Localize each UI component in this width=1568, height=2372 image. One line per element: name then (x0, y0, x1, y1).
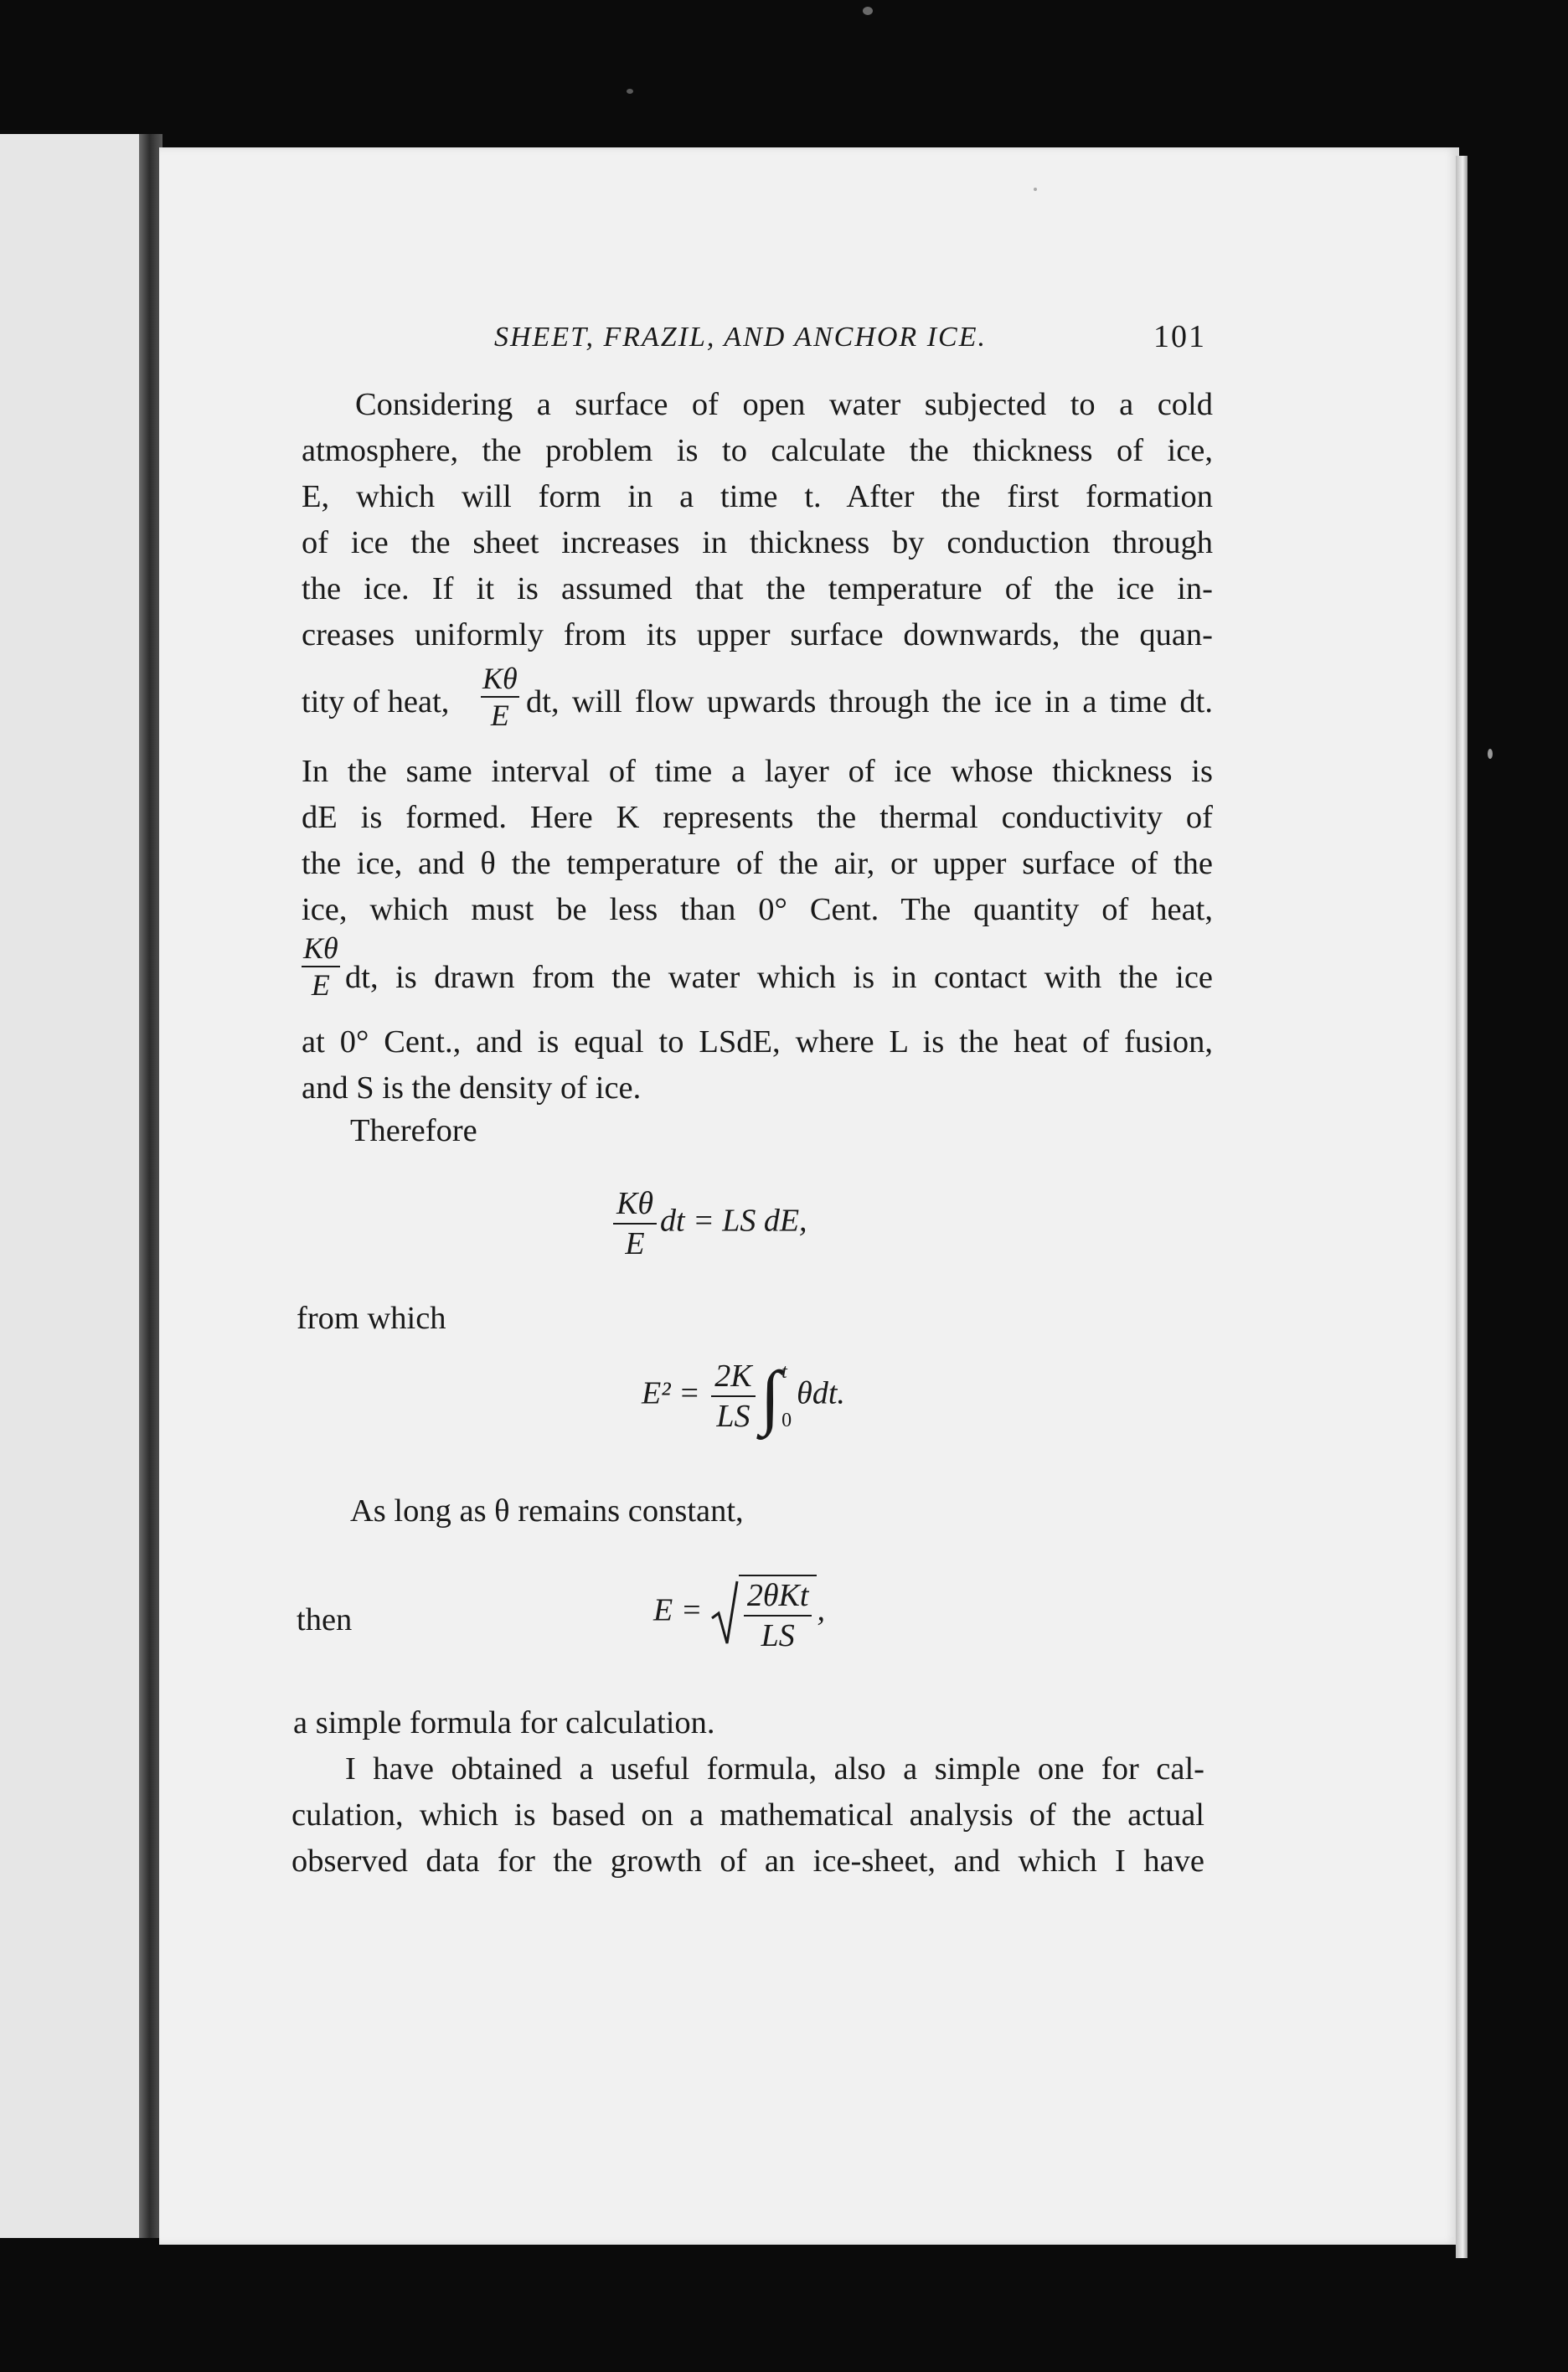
equation-lhs: E² = (642, 1375, 700, 1411)
fraction-denominator: LS (716, 1399, 750, 1434)
integral-sign: ∫ (760, 1356, 781, 1436)
then-line: then (297, 1602, 353, 1637)
text-line: I have obtained a useful formula, also a simple one for cal- (345, 1751, 1204, 1787)
lower-limit: 0 (781, 1410, 792, 1431)
fraction-numerator: 2K (711, 1360, 755, 1397)
text-line: and S is the density of ice. (302, 1070, 642, 1106)
fraction-denominator: E (311, 968, 330, 1002)
dust-speck (1488, 749, 1493, 759)
dust-speck (863, 7, 873, 15)
text-line: Considering a surface of open water subjected to a cold (355, 387, 1213, 422)
fraction-numerator: Kθ (613, 1188, 657, 1225)
equation-fraction (711, 1360, 755, 1432)
text-line: the ice. If it is assumed that the temperature of the ice in- (302, 571, 1213, 606)
dust-speck (1034, 188, 1037, 191)
fraction-numerator: Kθ (481, 663, 519, 698)
text-line: atmosphere, the problem is to calculate the thickness of ice, (302, 433, 1213, 468)
fraction-denominator: LS (761, 1618, 795, 1653)
from-which-line: from which (297, 1301, 446, 1336)
dust-speck (627, 89, 633, 94)
fraction-numerator: 2θKt (744, 1580, 812, 1617)
text-line: creases uniformly from its upper surface downwards, the quan- (302, 617, 1213, 652)
equation-integrand: θdt. (797, 1375, 845, 1411)
upper-limit: t (781, 1361, 787, 1383)
square-root (710, 1575, 818, 1652)
text-line-after-fraction: dt, will flow upwards through the ice in a time dt. (526, 684, 1213, 719)
equation-2 (642, 1356, 845, 1436)
equation-rhs: dt = LS dE, (660, 1203, 807, 1239)
text-line: of ice the sheet increases in thickness by conduction through (302, 525, 1213, 560)
equation-fraction (744, 1580, 812, 1652)
equation-fraction (613, 1188, 657, 1260)
simple-formula-line: a simple formula for calculation. (293, 1705, 715, 1740)
radical-sign (710, 1580, 739, 1647)
therefore-line: Therefore (350, 1113, 477, 1148)
text-line-before-fraction: tity of heat, (302, 684, 450, 719)
text-line: In the same interval of time a layer of ice whose thickness is (302, 754, 1213, 789)
page-number: 101 (1153, 319, 1206, 354)
equation-trailing: , (817, 1592, 825, 1628)
radicand (739, 1575, 818, 1652)
equation-3 (653, 1575, 825, 1652)
facing-page-edge (0, 134, 149, 2238)
integral-limits (781, 1362, 792, 1431)
text-line: dE is formed. Here K represents the thermal conductivity of (302, 800, 1213, 835)
fraction-denominator: E (625, 1226, 645, 1261)
fraction-denominator: E (490, 699, 509, 732)
equation-lhs: E = (653, 1592, 703, 1628)
text-line: at 0° Cent., and is equal to LSdE, where L is the heat of fusion, (302, 1024, 1213, 1060)
text-line: culation, which is based on a mathematical analysis of the actual (291, 1797, 1204, 1833)
text-line: observed data for the growth of an ice-sheet, and which I have (291, 1843, 1204, 1879)
inline-fraction (481, 663, 519, 730)
running-header (494, 313, 1206, 364)
text-line-after-fraction: dt, is drawn from the water which is in contact with the ice (345, 960, 1213, 995)
equation-1 (610, 1188, 807, 1260)
fraction-numerator: Kθ (302, 933, 340, 967)
text-line: ice, which must be less than 0° Cent. The quantity of heat, (302, 892, 1213, 927)
inline-fraction (302, 933, 340, 1000)
text-line: the ice, and θ the temperature of the air, or upper surface of the (302, 846, 1213, 881)
page-right-edge (1456, 156, 1467, 2258)
text-line: E, which will form in a time t. After the first formation (302, 479, 1213, 514)
running-title: SHEET, FRAZIL, AND ANCHOR ICE. (494, 322, 987, 353)
as-long-as-line: As long as θ remains constant, (350, 1493, 744, 1529)
